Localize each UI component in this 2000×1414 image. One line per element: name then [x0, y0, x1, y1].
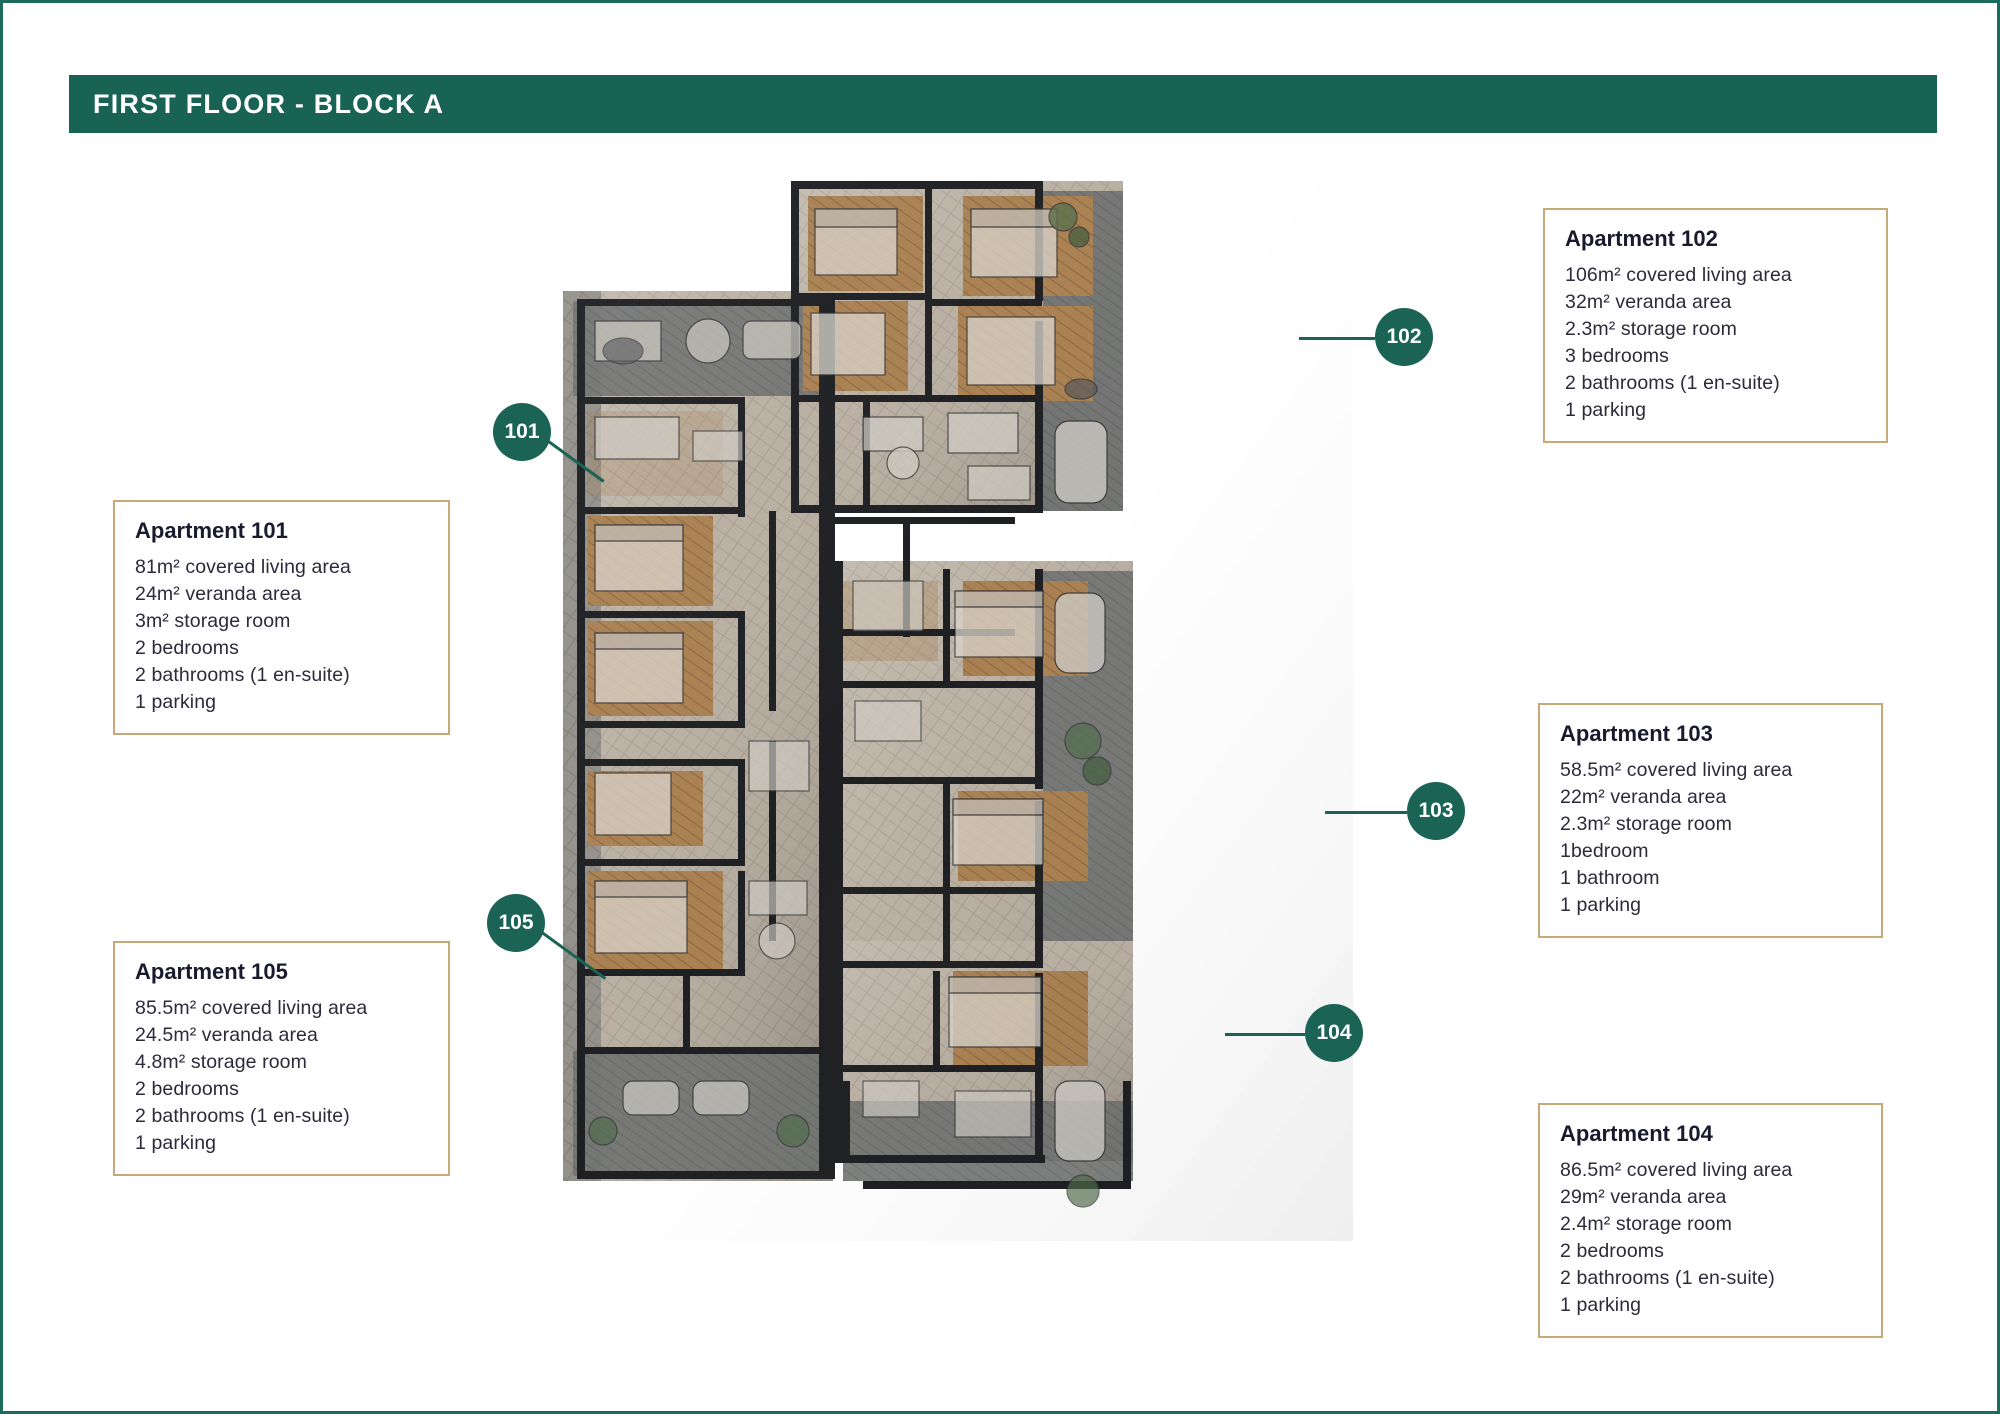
marker-104[interactable]: 104 [1305, 1004, 1363, 1062]
apartment-card-104-line-1: 86.5m² covered living area [1560, 1159, 1793, 1181]
apartment-card-103-title: Apartment 103 [1560, 721, 1713, 746]
apartment-card-101-line-3: 3m² storage room [135, 609, 291, 632]
apartment-card-103-line-3: 2.3m² storage room [1560, 812, 1732, 835]
apartment-card-105-title: Apartment 105 [135, 959, 288, 984]
apartment-card-105-line-3: 4.8m² storage room [135, 1050, 307, 1073]
apartment-card-102-line-5: 2 bathrooms (1 en-suite) [1565, 371, 1780, 394]
apartment-card-103-line-1: 58.5m² covered living area [1560, 759, 1793, 781]
apartment-card-102 [1543, 208, 1888, 443]
apartment-card-102-line-1: 106m² covered living area [1565, 264, 1792, 286]
apartment-card-103-line-2: 22m² veranda area [1560, 785, 1727, 808]
apartment-card-102-line-3: 2.3m² storage room [1565, 317, 1737, 340]
apartment-card-105 [113, 941, 450, 1176]
apartment-card-103-line-4: 1bedroom [1560, 839, 1649, 862]
apartment-card-102-title: Apartment 102 [1565, 226, 1718, 251]
apartment-card-101-line-1: 81m² covered living area [135, 556, 351, 578]
page-title: FIRST FLOOR - BLOCK A [93, 88, 445, 119]
apartment-card-101-line-6: 1 parking [135, 690, 217, 713]
apartment-card-104-line-2: 29m² veranda area [1560, 1185, 1727, 1208]
apartment-card-103 [1538, 703, 1883, 938]
apartment-card-104-line-6: 1 parking [1560, 1293, 1642, 1316]
apartment-card-104-line-3: 2.4m² storage room [1560, 1212, 1732, 1235]
apartment-card-105-line-1: 85.5m² covered living area [135, 997, 368, 1019]
marker-102[interactable]: 102 [1375, 308, 1433, 366]
apartment-card-105-line-6: 1 parking [135, 1131, 217, 1154]
floor-plan-drawing [563, 181, 1353, 1381]
apartment-card-105-line-5: 2 bathrooms (1 en-suite) [135, 1104, 350, 1127]
apartment-card-101-line-2: 24m² veranda area [135, 582, 302, 605]
apartment-card-104-title: Apartment 104 [1560, 1121, 1713, 1146]
marker-105[interactable]: 105 [487, 894, 545, 952]
apartment-card-104 [1538, 1103, 1883, 1338]
apartment-card-103-line-5: 1 bathroom [1560, 866, 1660, 889]
apartment-card-104-line-5: 2 bathrooms (1 en-suite) [1560, 1266, 1775, 1289]
apartment-card-101-line-4: 2 bedrooms [135, 636, 239, 659]
marker-101[interactable]: 101 [493, 403, 551, 461]
apartment-card-102-line-2: 32m² veranda area [1565, 290, 1732, 313]
apartment-card-101-title: Apartment 101 [135, 518, 288, 543]
apartment-card-101 [113, 500, 450, 735]
apartment-card-105-line-2: 24.5m² veranda area [135, 1023, 318, 1046]
apartment-card-102-line-4: 3 bedrooms [1565, 344, 1669, 367]
apartment-card-101-line-5: 2 bathrooms (1 en-suite) [135, 663, 350, 686]
leader-line-102 [1299, 337, 1375, 340]
marker-103[interactable]: 103 [1407, 782, 1465, 840]
leader-line-104 [1225, 1033, 1305, 1036]
page-title-bar [69, 75, 1937, 133]
leader-line-103 [1325, 811, 1407, 814]
apartment-card-102-line-6: 1 parking [1565, 398, 1647, 421]
apartment-card-103-line-6: 1 parking [1560, 893, 1642, 916]
apartment-card-105-line-4: 2 bedrooms [135, 1077, 239, 1100]
apartment-card-104-line-4: 2 bedrooms [1560, 1239, 1664, 1262]
